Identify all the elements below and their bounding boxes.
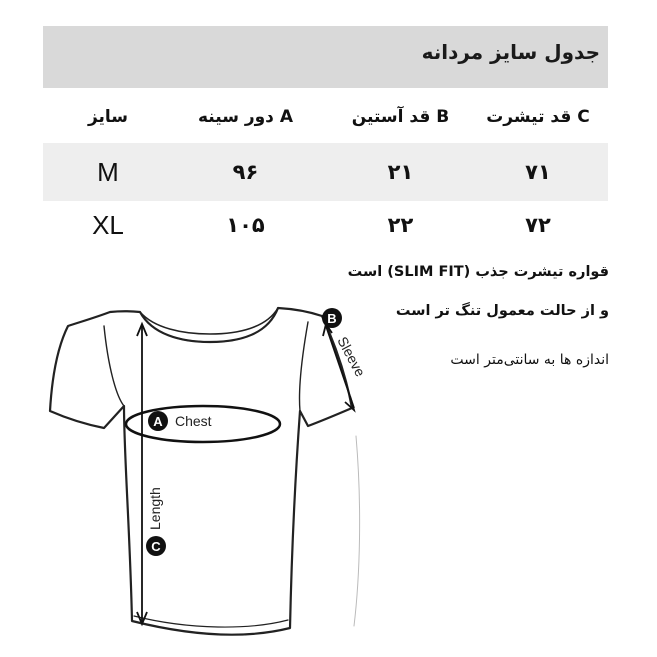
length-value: ۷۱	[525, 160, 551, 184]
header-sleeve: B قد آستین	[351, 107, 450, 127]
note-tight: و از حالت معمول تنگ تر است	[395, 303, 609, 319]
size-value: M	[97, 157, 119, 187]
header-length: C قد تیشرت	[486, 107, 590, 127]
tshirt-outline	[50, 308, 352, 635]
note-fit: قواره تیشرت جذب (SLIM FIT) است	[347, 264, 609, 280]
tshirt-collar	[140, 308, 278, 342]
table-row	[43, 143, 608, 201]
sleeve-label: Sleeve	[334, 333, 369, 380]
size-value: XL	[92, 210, 124, 240]
header-size: سایز	[87, 107, 129, 127]
length-label: Length	[147, 487, 163, 530]
chest-value: ۹۶	[232, 160, 259, 184]
note-units: اندازه ها به سانتی‌متر است	[450, 352, 609, 368]
sleeve-value: ۲۱	[387, 160, 414, 184]
chest-label: Chest	[175, 413, 212, 429]
length-value: ۷۲	[525, 213, 551, 237]
tshirt-diagram	[40, 296, 380, 651]
table-header-row	[43, 88, 608, 146]
page-title: جدول سایز مردانه	[421, 40, 600, 64]
chest-marker: A	[153, 414, 163, 429]
table-row	[43, 196, 608, 254]
chest-value: ۱۰۵	[226, 213, 265, 237]
title-bar	[43, 26, 608, 88]
sleeve-marker: B	[327, 311, 337, 326]
length-marker: C	[151, 539, 161, 554]
header-chest: A دور سینه	[198, 107, 293, 127]
sleeve-value: ۲۲	[387, 213, 414, 237]
